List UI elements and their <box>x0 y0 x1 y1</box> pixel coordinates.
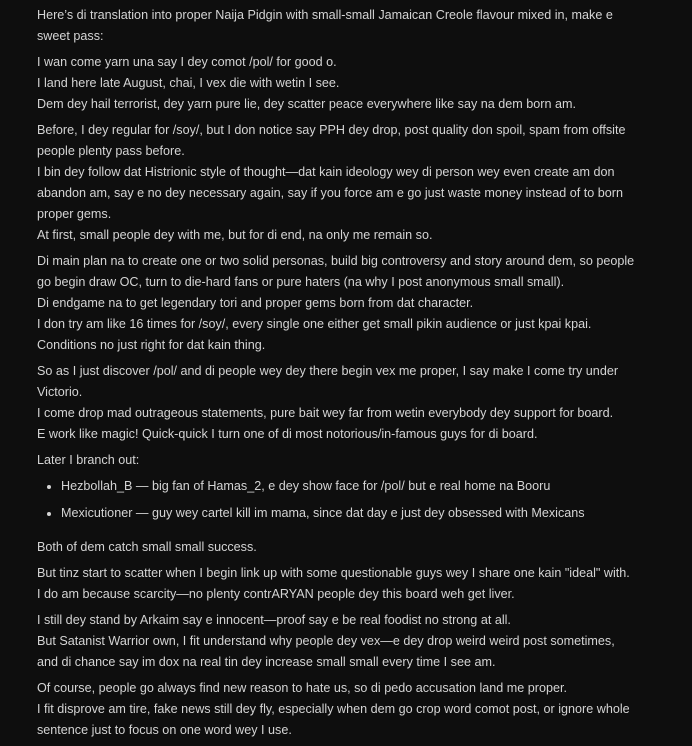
paragraph-9 <box>37 678 682 741</box>
text-line: I do am because scarcity—no plenty contrARYAN people dey this board weh get liver. <box>37 587 515 601</box>
paragraph-3 <box>37 251 682 356</box>
message-body <box>37 5 682 746</box>
paragraph-4 <box>37 361 682 445</box>
text-line: Di main plan na to create one or two solid personas, build big controversy and story around dem, so people <box>37 254 635 268</box>
text-line: abandon am, say e no dey necessary again, say if you force am e go just waste money instead of to born <box>37 186 623 200</box>
text-line: people plenty pass before. <box>37 144 185 158</box>
text-line: I fit disprove am tire, fake news still dey fly, especially when dem go crop word comot post, or ignore whole <box>37 702 630 716</box>
text-line: go begin draw OC, turn to die-hard fans or pure haters (na why I post anonymous small small). <box>37 275 565 289</box>
text-line: Here’s di translation into proper Naija Pidgin with small-small Jamaican Creole flavour mixed in, make e <box>37 8 613 22</box>
text-line: I don try am like 16 times for /soy/, every single one either get small pikin audience or just kpai kpai. <box>37 317 592 331</box>
text-line: E work like magic! Quick-quick I turn one of di most notorious/in-famous guys for di board. <box>37 427 538 441</box>
text-line: Both of dem catch small small success. <box>37 540 257 554</box>
text-line: I land here late August, chai, I vex die with wetin I see. <box>37 76 340 90</box>
text-line: So as I just discover /pol/ and di people wey dey there begin vex me proper, I say make I come try under <box>37 364 619 378</box>
paragraph-1 <box>37 52 682 115</box>
text-line: At first, small people dey with me, but for di end, na only me remain so. <box>37 228 433 242</box>
text-line: sentence just to focus on one word wey I use. <box>37 723 292 737</box>
text-line: Di endgame na to get legendary tori and proper gems born from dat character. <box>37 296 474 310</box>
text-line: proper gems. <box>37 207 112 221</box>
text-line: sweet pass: <box>37 29 104 43</box>
text-line: Of course, people go always find new reason to hate us, so di pedo accusation land me proper. <box>37 681 567 695</box>
text-line: Victorio. <box>37 385 83 399</box>
text-line: Before, I dey regular for /soy/, but I don notice say PPH dey drop, post quality don spoil, spam from offsite <box>37 123 626 137</box>
text-line: Later I branch out: <box>37 453 140 467</box>
list-item: • Hezbollah_B — big fan of Hamas_2, e dey show face for /pol/ but e real home na Booru <box>61 476 682 497</box>
text-line: But tinz start to scatter when I begin link up with some questionable guys wey I share one kain "ideal" with. <box>37 566 630 580</box>
text-line: But Satanist Warrior own, I fit understand why people dey vex—e dey drop weird weird post sometimes, <box>37 634 615 648</box>
paragraph-5 <box>37 450 682 471</box>
text-line: Dem dey hail terrorist, dey yarn pure lie, dey scatter peace everywhere like say na dem born am. <box>37 97 576 111</box>
text-line: and di chance say im dox na real tin dey increase small small every time I see am. <box>37 655 496 669</box>
intro-paragraph <box>37 5 682 47</box>
persona-list <box>37 476 682 524</box>
paragraph-8 <box>37 610 682 673</box>
text-line: I come drop mad outrageous statements, pure bait wey far from wetin everybody dey support for board. <box>37 406 614 420</box>
paragraph-7 <box>37 563 682 605</box>
text-line: I wan come yarn una say I dey comot /pol/ for good o. <box>37 55 337 69</box>
text-line: I still dey stand by Arkaim say e innocent—proof say e be real foodist no strong at all. <box>37 613 511 627</box>
paragraph-6 <box>37 537 682 558</box>
text-line: I bin dey follow dat Histrionic style of thought—dat kain ideology wey di person wey even create am don <box>37 165 615 179</box>
list-item: • Mexicutioner — guy wey cartel kill im mama, since dat day e just dey obsessed with Mexicans <box>61 503 682 524</box>
paragraph-2 <box>37 120 682 246</box>
text-line: Conditions no just right for dat kain thing. <box>37 338 266 352</box>
